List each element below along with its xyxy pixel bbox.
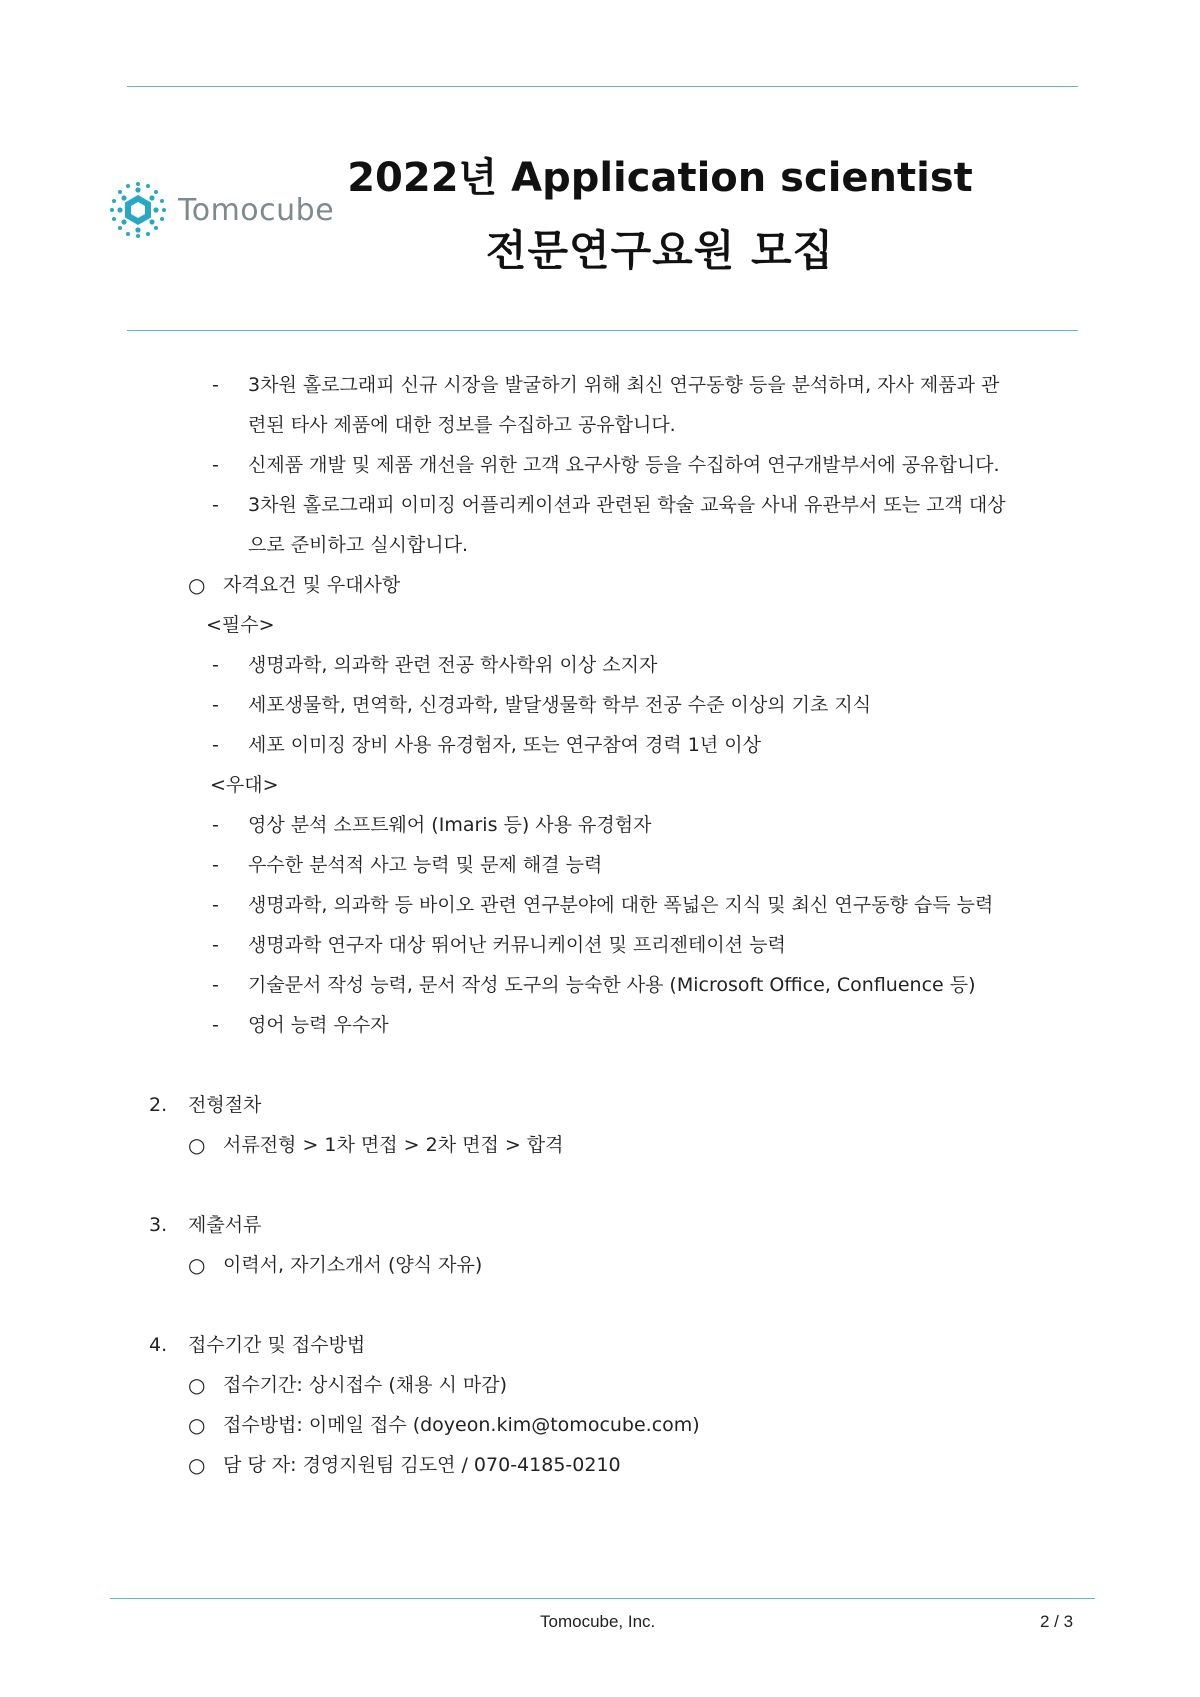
section-title: 접수기간 및 접수방법 <box>188 1334 366 1356</box>
footer-company: Tomocube, Inc. <box>540 1612 656 1631</box>
duty-item-line: 신제품 개발 및 제품 개선을 위한 고객 요구사항 등을 수집하여 연구개발부서에 공유합니다. <box>248 454 1000 476</box>
qualifications-heading: 자격요건 및 우대사항 <box>223 574 401 596</box>
section-title: 제출서류 <box>188 1214 262 1236</box>
required-item: 생명과학, 의과학 관련 전공 학사학위 이상 소지자 <box>248 654 658 676</box>
circle-bullet: ○ <box>188 1453 206 1477</box>
section-item: 접수기간: 상시접수 (채용 시 마감) <box>223 1374 507 1396</box>
bullet-dash: - <box>212 734 219 756</box>
page-title: 2022년 Application scientist <box>347 155 973 201</box>
duty-item-line: 3차원 홀로그래피 이미징 어플리케이션과 관련된 학술 교육을 사내 유관부서 또는 고객 대상 <box>248 494 1006 516</box>
section-item: 담 당 자: 경영지원팀 김도연 / 070-4185-0210 <box>223 1454 621 1476</box>
preferred-item: 생명과학, 의과학 등 바이오 관련 연구분야에 대한 폭넓은 지식 및 최신 연구동향 습득 능력 <box>248 894 994 916</box>
page-subtitle: 전문연구요원 모집 <box>485 226 835 275</box>
bullet-dash: - <box>212 374 219 396</box>
section-item: 접수방법: 이메일 접수 (doyeon.kim@tomocube.com) <box>223 1414 700 1436</box>
bullet-dash: - <box>212 854 219 876</box>
preferred-item: 기술문서 작성 능력, 문서 작성 도구의 능숙한 사용 (Microsoft Office, Confluence 등) <box>248 974 976 996</box>
circle-bullet: ○ <box>188 573 206 597</box>
bullet-dash: - <box>212 934 219 956</box>
preferred-label: <우대> <box>210 774 279 796</box>
required-item: 세포 이미징 장비 사용 유경험자, 또는 연구참여 경력 1년 이상 <box>248 734 761 756</box>
section-number: 4. <box>149 1334 168 1356</box>
preferred-item: 우수한 분석적 사고 능력 및 문제 해결 능력 <box>248 854 603 876</box>
duty-item-line: 련된 타사 제품에 대한 정보를 수집하고 공유합니다. <box>248 414 676 436</box>
section-number: 3. <box>149 1214 168 1236</box>
duty-item-line: 으로 준비하고 실시합니다. <box>248 534 469 556</box>
preferred-item: 영상 분석 소프트웨어 (Imaris 등) 사용 유경험자 <box>248 814 652 836</box>
logo-text: Tomocube <box>178 192 335 228</box>
footer-rule <box>110 1598 1095 1599</box>
bullet-dash: - <box>212 894 219 916</box>
required-label: <필수> <box>206 614 275 636</box>
bullet-dash: - <box>212 1014 219 1036</box>
preferred-item: 영어 능력 우수자 <box>248 1014 389 1036</box>
bullet-dash: - <box>212 654 219 676</box>
circle-bullet: ○ <box>188 1253 206 1277</box>
tomocube-hexagon-icon <box>108 180 168 240</box>
header-bottom-rule <box>127 330 1078 331</box>
required-item: 세포생물학, 면역학, 신경과학, 발달생물학 학부 전공 수준 이상의 기초 지식 <box>248 694 872 716</box>
section-item: 서류전형 > 1차 면접 > 2차 면접 > 합격 <box>223 1134 564 1156</box>
bullet-dash: - <box>212 974 219 996</box>
circle-bullet: ○ <box>188 1413 206 1437</box>
bullet-dash: - <box>212 494 219 516</box>
preferred-item: 생명과학 연구자 대상 뛰어난 커뮤니케이션 및 프리젠테이션 능력 <box>248 934 786 956</box>
bullet-dash: - <box>212 454 219 476</box>
header-top-rule <box>127 86 1078 87</box>
circle-bullet: ○ <box>188 1373 206 1397</box>
section-title: 전형절차 <box>188 1094 262 1116</box>
section-number: 2. <box>149 1094 168 1116</box>
bullet-dash: - <box>212 814 219 836</box>
circle-bullet: ○ <box>188 1133 206 1157</box>
bullet-dash: - <box>212 694 219 716</box>
section-item: 이력서, 자기소개서 (양식 자유) <box>223 1254 483 1276</box>
page-number: 2 / 3 <box>1040 1612 1074 1631</box>
duty-item-line: 3차원 홀로그래피 신규 시장을 발굴하기 위해 최신 연구동향 등을 분석하며, 자사 제품과 관 <box>248 374 1000 396</box>
